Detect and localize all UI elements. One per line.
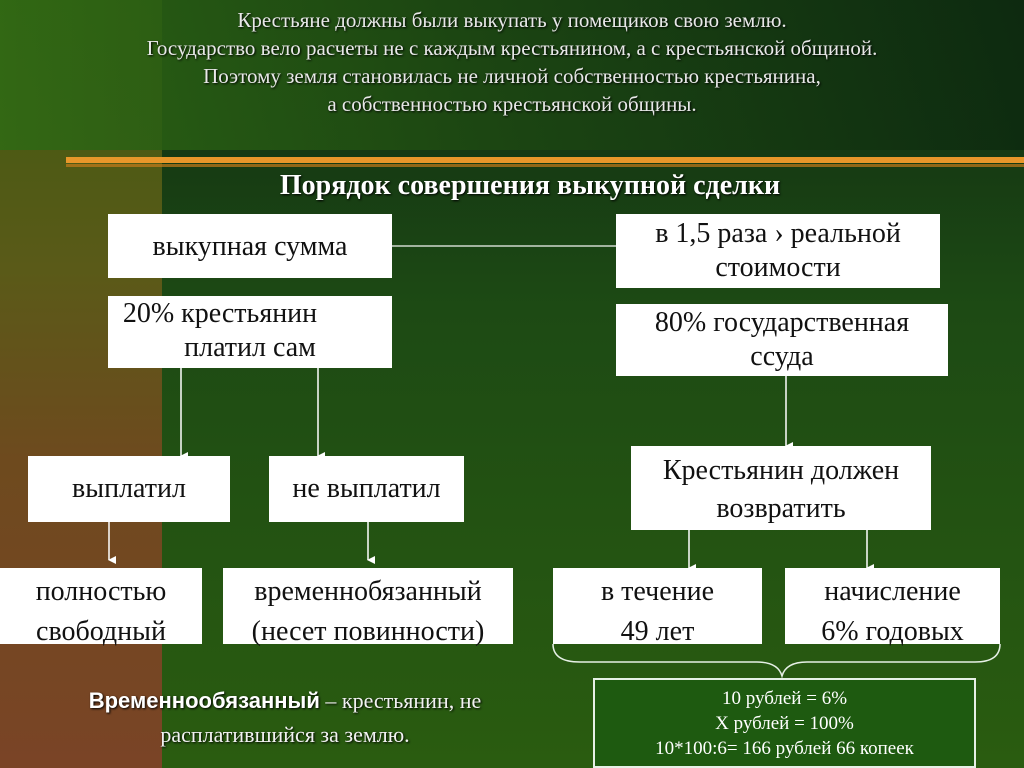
box-temporarily-obliged-line-1: временнобязанный: [254, 576, 482, 607]
box-peasant-20-line-1: 20% крестьянин: [122, 298, 318, 329]
definition-term: Временнообязанный: [88, 688, 320, 713]
box-fully-free-line-1: полностью: [35, 576, 167, 607]
header-line-3: Поэтому земля становилась не личной собственностью крестьянина,: [203, 64, 821, 88]
box-6-percent: [785, 568, 1000, 647]
box-ratio-value: [616, 214, 940, 288]
box-redemption-sum: [108, 214, 392, 278]
box-not-paid-text: не выплатил: [292, 473, 441, 504]
header-line-2: Государство вело расчеты не с каждым крестьянином, а с крестьянской общиной.: [146, 36, 878, 60]
calc-line-2: X рублей = 100%: [715, 713, 854, 734]
box-paid: [28, 456, 230, 522]
box-temporarily-obliged-line-2: (несет повинности): [251, 616, 485, 647]
definition-note: [30, 684, 540, 752]
box-peasant-20: [108, 296, 392, 368]
box-state-80: [616, 304, 948, 376]
box-49-years-line-2: 49 лет: [620, 616, 695, 647]
header-line-1: Крестьяне должны были выкупать у помещиков свою землю.: [237, 8, 787, 32]
box-49-years: [553, 568, 762, 647]
box-redemption-sum-text: выкупная сумма: [152, 231, 348, 262]
box-temporarily-obliged: [223, 568, 513, 647]
box-ratio-line-1: в 1,5 раза › реальной: [655, 218, 901, 249]
box-must-return-line-2: возвратить: [716, 493, 846, 524]
box-must-return-line-1: Крестьянин должен: [662, 455, 900, 486]
box-ratio-line-2: стоимости: [715, 252, 841, 283]
box-peasant-20-line-2: платил сам: [184, 332, 316, 363]
box-not-paid: [269, 456, 464, 522]
calculation-box: [593, 678, 976, 768]
box-state-80-line-1: 80% государственная: [654, 307, 910, 338]
diagram-title: Порядок совершения выкупной сделки: [279, 170, 781, 201]
calc-line-3: 10*100:6= 166 рублей 66 копеек: [655, 738, 914, 759]
box-fully-free: [0, 568, 202, 647]
box-6-percent-line-2: 6% годовых: [821, 616, 964, 647]
box-fully-free-line-2: свободный: [36, 616, 166, 647]
header-line-4: а собственностью крестьянской общины.: [327, 92, 697, 116]
box-49-years-line-1: в течение: [600, 576, 715, 607]
box-6-percent-line-1: начисление: [824, 576, 961, 607]
box-must-return: [631, 446, 931, 530]
definition-text: – крестьянин, не расплатившийся за землю.: [160, 688, 482, 747]
calc-line-1: 10 рублей = 6%: [721, 688, 848, 709]
box-paid-text: выплатил: [72, 473, 186, 504]
box-state-80-line-2: ссуда: [750, 341, 814, 372]
